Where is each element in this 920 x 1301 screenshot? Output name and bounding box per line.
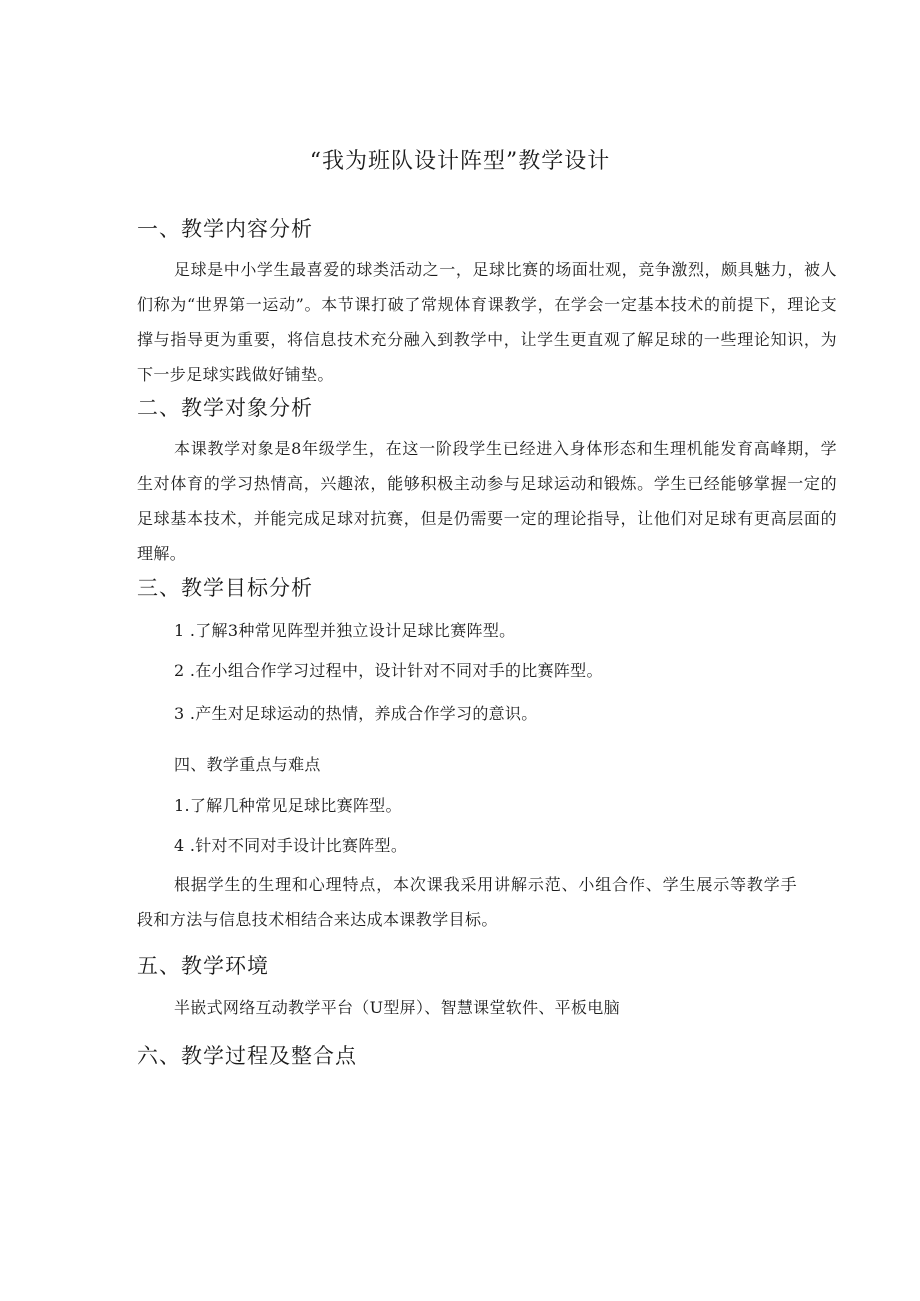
content-analysis-paragraph: 足球是中小学生最喜爱的球类活动之一，足球比赛的场面壮观，竞争激烈，颇具魅力，被人们称为“世界第一运动”。本节课打破了常规体育课教学，在学会一定基本技术的前提下，理论支撑与指导更为重要，将信息技术充分融入到教学中，让学生更直观了解足球的一些理论知识，为下一步足球实践做好铺垫。	[137, 260, 837, 384]
document-title: “我为班队设计阵型”教学设计	[309, 149, 611, 174]
key-points-paragraph: 根据学生的生理和心理特点，本次课我采用讲解示范、小组合作、学生展示等教学手段和方法与信息技术相结合来达成本课教学目标。	[137, 875, 797, 929]
objective-item-3: 3 .产生对足球运动的热情，养成合作学习的意识。	[174, 704, 538, 723]
section-heading-process: 六、教学过程及整合点	[137, 1044, 357, 1068]
objective-item-1: 1 .了解3种常见阵型并独立设计足球比赛阵型。	[174, 621, 516, 640]
key-point-item-2: 4 .针对不同对手设计比赛阵型。	[174, 836, 408, 855]
target-analysis-paragraph: 本课教学对象是8年级学生，在这一阶段学生已经进入身体形态和生理机能发育高峰期，学生对体育的学习热情高，兴趣浓，能够积极主动参与足球运动和锻炼。学生已经能够掌握一定的足球基本技术，并能完成足球对抗赛，但是仍需要一定的理论指导，让他们对足球有更高层面的理解。	[137, 439, 837, 563]
section-heading-content-analysis: 一、教学内容分析	[137, 217, 313, 241]
environment-text: 半嵌式网络互动教学平台（U型屏）、智慧课堂软件、平板电脑	[174, 998, 620, 1017]
objective-item-2: 2 .在小组合作学习过程中，设计针对不同对手的比赛阵型。	[174, 661, 603, 680]
section-heading-key-points: 四、教学重点与难点	[174, 755, 321, 774]
section-heading-objectives: 三、教学目标分析	[137, 576, 313, 600]
section-heading-environment: 五、教学环境	[137, 954, 269, 978]
section-heading-target-analysis: 二、教学对象分析	[137, 396, 313, 420]
key-point-item-1: 1.了解几种常见足球比赛阵型。	[174, 796, 402, 815]
